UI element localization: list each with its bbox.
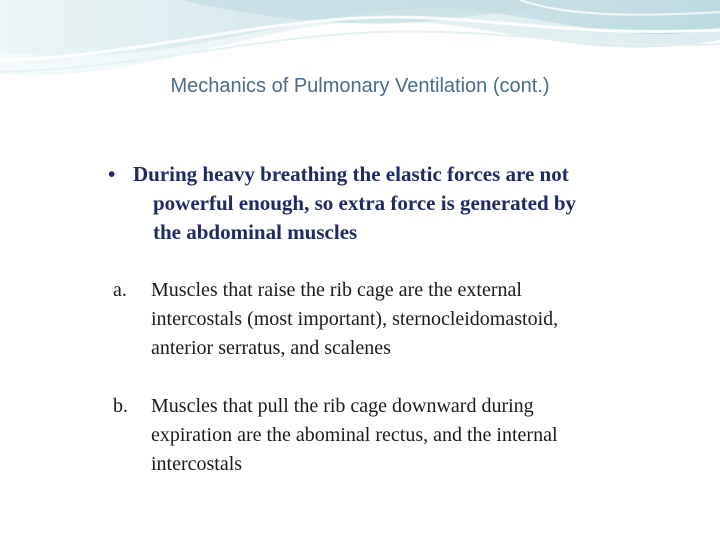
- list-item-line: Muscles that raise the rib cage are the external: [151, 279, 522, 301]
- bullet-marker: •: [108, 162, 116, 186]
- slide-title: Mechanics of Pulmonary Ventilation (cont.): [170, 75, 550, 97]
- list-item-marker: a.: [113, 279, 127, 301]
- main-bullet: [108, 160, 698, 247]
- list-item-line: intercostals (most important), sternocleidomastoid,: [151, 308, 559, 330]
- bullet-line-1: During heavy breathing the elastic forces are not: [133, 162, 569, 186]
- bullet-line-2: powerful enough, so extra force is generated by: [153, 191, 577, 215]
- bullet-line-3: the abdominal muscles: [153, 220, 358, 244]
- list-item-a: [113, 276, 703, 363]
- list-item-line: expiration are the abominal rectus, and the internal: [151, 424, 558, 446]
- header-wave-decoration: [0, 0, 720, 120]
- list-item-line: Muscles that pull the rib cage downward during: [151, 395, 534, 417]
- list-item-line: anterior serratus, and scalenes: [151, 337, 391, 359]
- list-item-marker: b.: [113, 395, 128, 417]
- list-item-line: intercostals: [151, 453, 243, 475]
- list-item-b: [113, 392, 703, 479]
